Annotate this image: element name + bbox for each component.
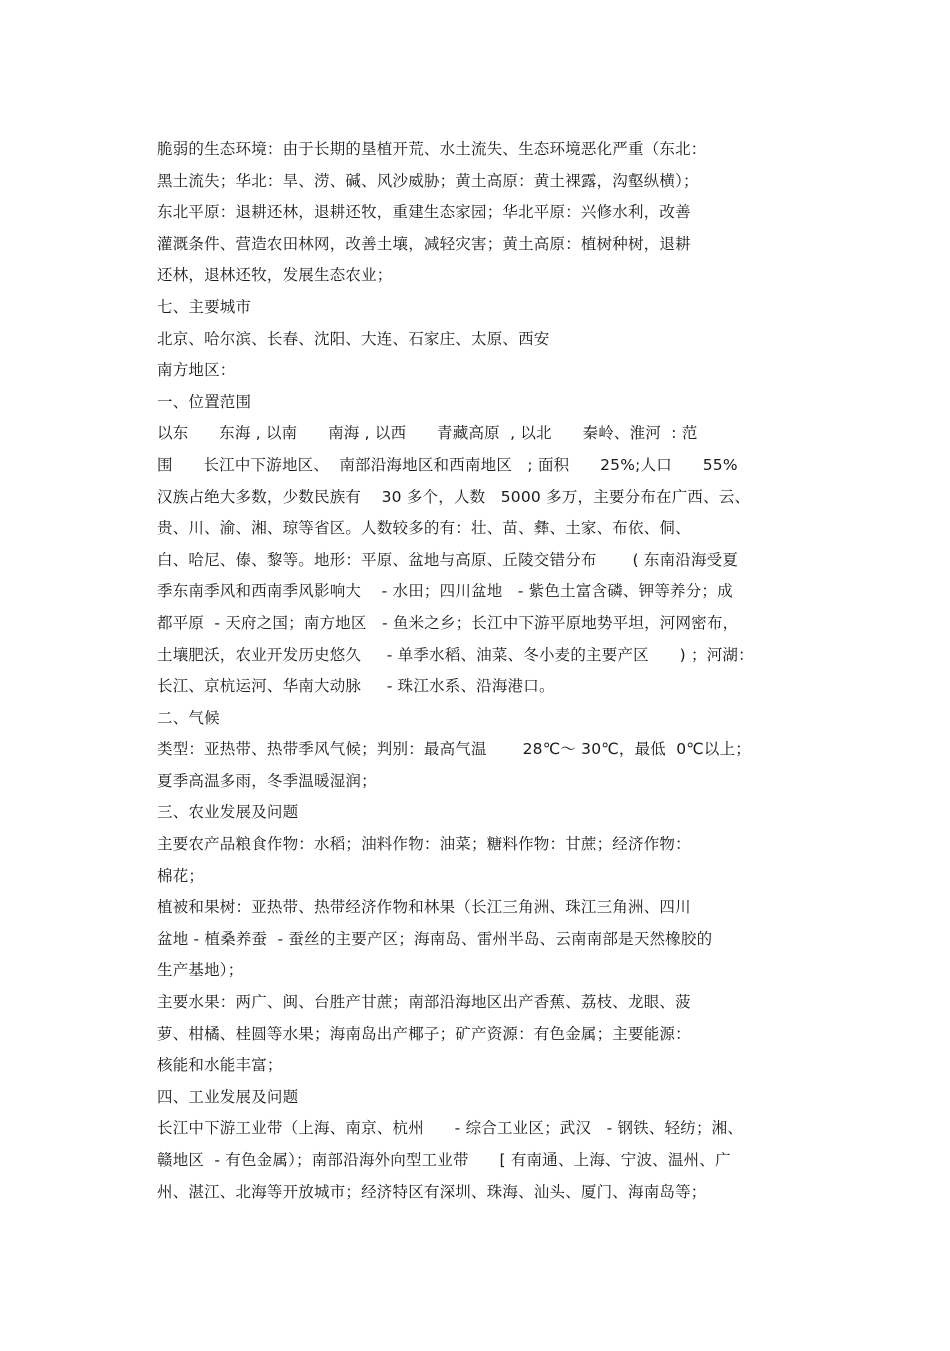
text-line: 土壤肥沃，农业开发历史悠久 - 单季水稻、油菜、冬小麦的主要产区 ) ；河湖： xyxy=(157,645,754,664)
text-line: 汉族占绝大多数，少数民族有 30 多个，人数 5000 多万，主要分布在广西、云、 xyxy=(157,487,751,506)
text-line: 萝、柑橘、桂圆等水果；海南岛出产椰子；矿产资源：有色金属；主要能源： xyxy=(157,1024,691,1043)
text-line: 植被和果树：亚热带、热带经济作物和林果（长江三角洲、珠江三角洲、四川 xyxy=(157,898,691,917)
text-line: 脆弱的生态环境：由于长期的垦植开荒、水土流失、生态环境恶化严重（东北： xyxy=(157,140,707,158)
text-line: 长江、京杭运河、华南大动脉 - 珠江水系、沿海港口。 xyxy=(157,677,555,696)
text-line: 围 长江中下游地区、 南部沿海地区和西南地区 ; 面积 25%;人口 55% xyxy=(157,455,738,474)
text-line: 东北平原：退耕还林，退耕还牧，重建生态家园；华北平原：兴修水利，改善 xyxy=(157,203,691,222)
text-line: 白、哈尼、傣、黎等。地形：平原、盆地与高原、丘陵交错分布 ( 东南沿海受夏 xyxy=(157,550,739,569)
text-line: 都平原 - 天府之国；南方地区 - 鱼米之乡；长江中下游平原地势平坦，河网密布， xyxy=(157,613,739,632)
text-line: 州、湛江、北海等开放城市；经济特区有深圳、珠海、汕头、厦门、海南岛等； xyxy=(157,1182,707,1201)
text-line: 夏季高温多雨，冬季温暖湿润； xyxy=(157,771,377,790)
text-line: 盆地 - 植桑养蚕 - 蚕丝的主要产区；海南岛、雷州半岛、云南南部是天然橡胶的 xyxy=(157,929,713,948)
text-line: 还林，退林还牧，发展生态农业； xyxy=(157,266,393,285)
text-line: 主要水果：两广、闽、台胜产甘蔗；南部沿海地区出产香蕉、荔枝、龙眼、菠 xyxy=(157,993,691,1012)
text-line: 一、位置范围 xyxy=(157,392,252,411)
text-line: 四、工业发展及问题 xyxy=(157,1087,299,1106)
text-line: 二、气候 xyxy=(157,708,220,727)
text-line: 北京、哈尔滨、长春、沈阳、大连、石家庄、太原、西安 xyxy=(157,329,550,348)
text-line: 季东南季风和西南季风影响大 - 水田；四川盆地 - 紫色土富含磷、钾等养分；成 xyxy=(157,582,733,601)
text-line: 七、主要城市 xyxy=(157,297,252,316)
text-line: 核能和水能丰富； xyxy=(157,1056,283,1075)
text-line: 长江中下游工业带（上海、南京、杭州 - 综合工业区；武汉 - 钢铁、轻纺；湘、 xyxy=(157,1119,744,1138)
text-line: 三、农业发展及问题 xyxy=(157,803,299,822)
text-line: 灌溉条件、营造农田林网，改善土壤，减轻灾害；黄土高原：植树种树，退耕 xyxy=(157,234,691,253)
text-line: 类型：亚热带、热带季风气候；判别：最高气温 28℃～ 30℃，最低 0℃以上； xyxy=(157,740,752,759)
text-line: 黑土流失；华北：旱、涝、碱、风沙威胁；黄土高原：黄土裸露，沟壑纵横）； xyxy=(157,171,699,190)
text-line: 棉花； xyxy=(157,866,205,885)
text-line: 生产基地）； xyxy=(157,961,244,980)
text-line: 南方地区： xyxy=(157,361,236,380)
text-line: 贵、川、渝、湘、琼等省区。人数较多的有：壮、苗、彝、土家、布依、侗、 xyxy=(157,519,691,538)
text-line: 主要农产品粮食作物：水稻；油料作物：油菜；糖料作物：甘蔗；经济作物： xyxy=(157,835,691,854)
document-body xyxy=(157,134,817,1208)
text-line: 以东 东海 , 以南 南海 , 以西 青藏高原 , 以北 秦岭、淮河 : 范 xyxy=(157,424,698,443)
text-line: 赣地区 - 有色金属）；南部沿海外向型工业带 [ 有南通、上海、宁波、温州、广 xyxy=(157,1151,731,1169)
